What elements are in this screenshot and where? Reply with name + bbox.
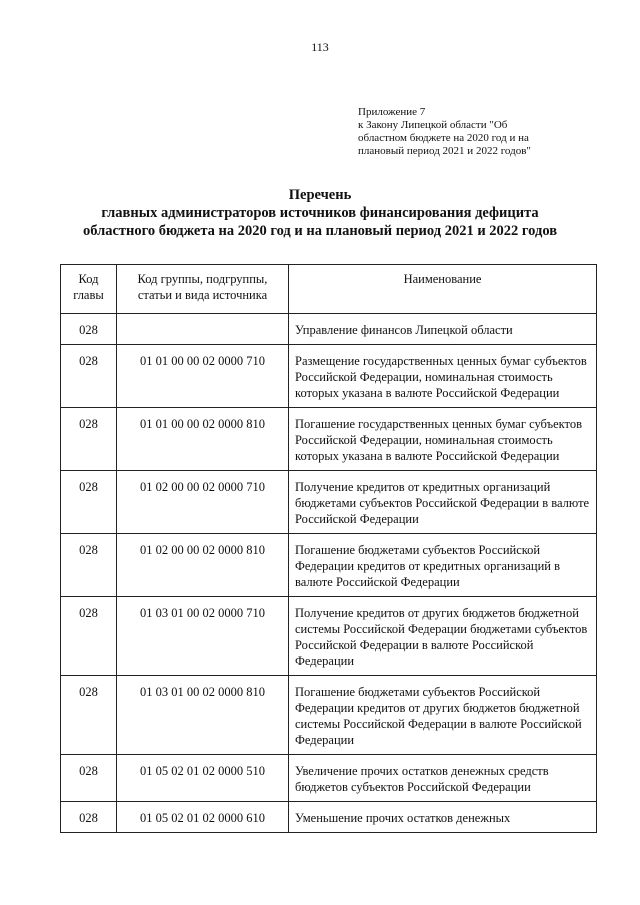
name-cell: Получение кредитов от других бюджетов бюджетной системы Российской Федерации бюджетами субъектов Российской Федерации в валюте Российской Федерации [289,597,597,676]
table-row [61,345,597,408]
chapter-code-cell: 028 [61,597,117,676]
table-body [61,314,597,833]
title-line: Перечень [288,187,352,203]
appendix-line: к Закону Липецкой области "Об [358,119,508,131]
table-row [61,755,597,802]
name-cell: Управление финансов Липецкой области [289,314,597,345]
header-source-code: Код группы, подгруппы, статьи и вида источника [117,265,289,314]
table-row [61,534,597,597]
source-code-cell: 01 03 01 00 02 0000 810 [117,676,289,755]
title-line: областного бюджета на 2020 год и на плановый период 2021 и 2022 годов [82,223,558,239]
name-cell: Размещение государственных ценных бумаг субъектов Российской Федерации, номинальная стоимость которых указана в валюте Российской Федерации [289,345,597,408]
page-number: 113 [311,40,329,54]
header-name: Наименование [289,265,597,314]
chapter-code-cell: 028 [61,408,117,471]
appendix-line: Приложение 7 [358,106,426,118]
administrators-table [60,264,597,833]
chapter-code-cell: 028 [61,345,117,408]
name-cell: Получение кредитов от кредитных организаций бюджетами субъектов Российской Федерации в валюте Российской Федерации [289,471,597,534]
name-cell: Уменьшение прочих остатков денежных [289,802,597,833]
name-cell: Увеличение прочих остатков денежных средств бюджетов субъектов Российской Федерации [289,755,597,802]
source-code-cell: 01 02 00 00 02 0000 710 [117,471,289,534]
source-code-cell: 01 01 00 00 02 0000 810 [117,408,289,471]
appendix-line: плановый период 2021 и 2022 годов" [358,145,531,157]
table-row [61,802,597,833]
source-code-cell: 01 05 02 01 02 0000 610 [117,802,289,833]
title-line: главных администраторов источников финансирования дефицита [101,205,539,221]
name-cell: Погашение государственных ценных бумаг субъектов Российской Федерации, номинальная стоимость которых указана в валюте Российской Федерации [289,408,597,471]
source-code-cell: 01 02 00 00 02 0000 810 [117,534,289,597]
name-cell: Погашение бюджетами субъектов Российской Федерации кредитов от других бюджетов бюджетной системы Российской Федерации в валюте Российской Федерации [289,676,597,755]
document-title [40,186,600,240]
chapter-code-cell: 028 [61,534,117,597]
chapter-code-cell: 028 [61,676,117,755]
chapter-code-cell: 028 [61,755,117,802]
header-chapter-code: Код главы [61,265,117,314]
table-row [61,597,597,676]
chapter-code-cell: 028 [61,802,117,833]
table-row [61,314,597,345]
table-row [61,676,597,755]
appendix-note [358,106,588,158]
appendix-line: областном бюджете на 2020 год и на [358,132,529,144]
source-code-cell [117,314,289,345]
chapter-code-cell: 028 [61,314,117,345]
table-header-row [61,265,597,314]
name-cell: Погашение бюджетами субъектов Российской Федерации кредитов от кредитных организаций в валюте Российской Федерации [289,534,597,597]
source-code-cell: 01 03 01 00 02 0000 710 [117,597,289,676]
chapter-code-cell: 028 [61,471,117,534]
table-row [61,408,597,471]
source-code-cell: 01 05 02 01 02 0000 510 [117,755,289,802]
table-row [61,471,597,534]
source-code-cell: 01 01 00 00 02 0000 710 [117,345,289,408]
